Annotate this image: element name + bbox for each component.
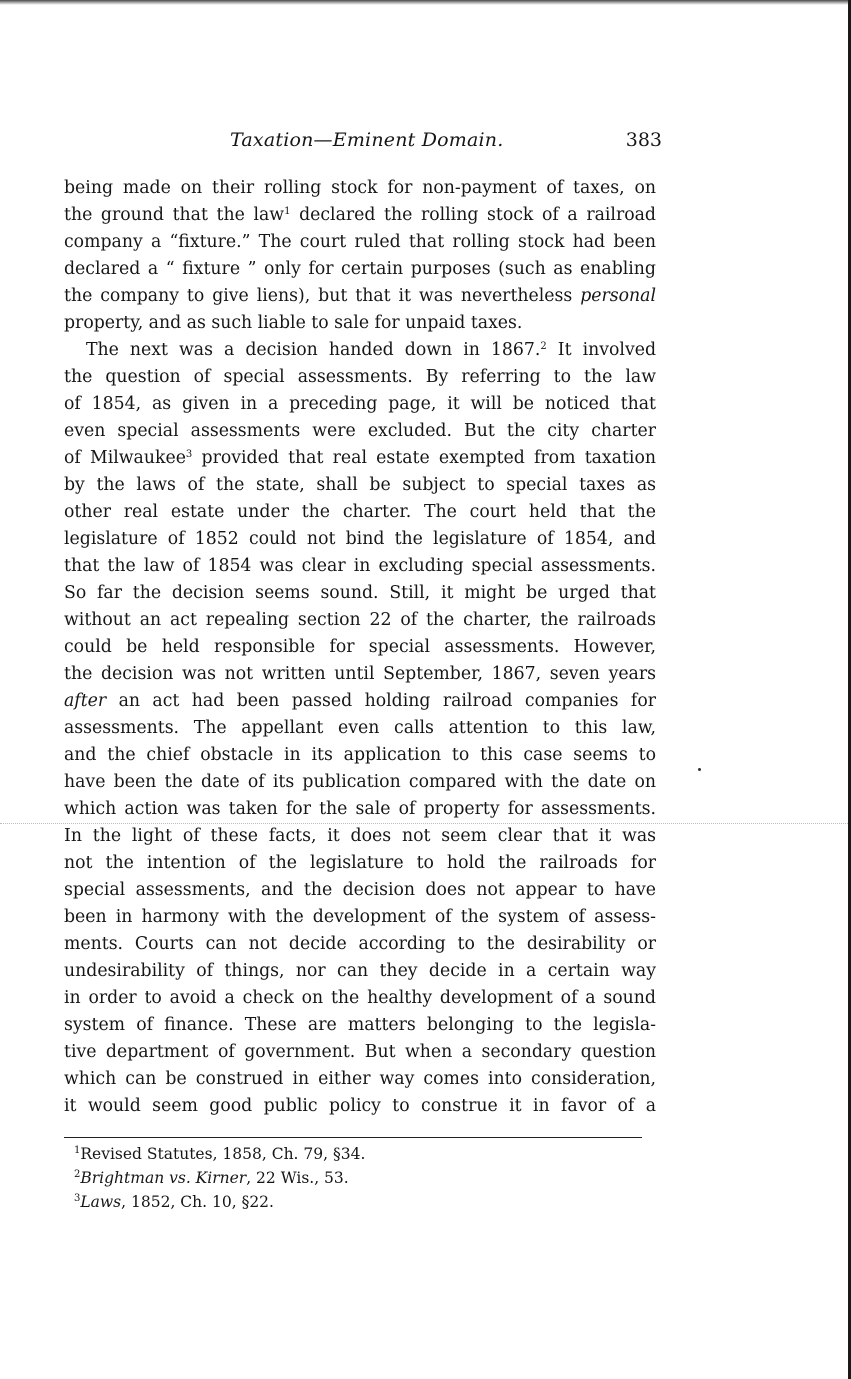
case-name: Brightman vs. Kirner xyxy=(80,1169,247,1187)
running-head xyxy=(64,129,662,157)
text-line: So far the decision seems sound. Still, it might be urged that xyxy=(64,583,656,603)
text-line: the ground that the law$^1$ declared the rolling stock of a railroad xyxy=(64,205,656,225)
text-line: ments. Courts can not decide according to the desirability or xyxy=(64,934,656,954)
footnote-text: , 1852, Ch. 10, §22. xyxy=(121,1193,274,1211)
text-line: been in harmony with the development of the system of assess- xyxy=(64,907,656,927)
text-line: which action was taken for the sale of property for assessments. xyxy=(64,799,656,819)
text-line: by the laws of the state, shall be subject to special taxes as xyxy=(64,475,656,495)
footnotes xyxy=(74,1142,634,1214)
text-line: property, and as such liable to sale for unpaid taxes. xyxy=(64,313,523,333)
stray-ink-dot xyxy=(698,768,701,771)
running-title: Taxation—Eminent Domain. xyxy=(230,129,504,151)
text-line: legislature of 1852 could not bind the legislature of 1854, and xyxy=(64,529,656,549)
text-line: have been the date of its publication compared with the date on xyxy=(64,772,656,792)
text-line: without an act repealing section 22 of the charter, the railroads xyxy=(64,610,656,630)
text-line: the question of special assessments. By referring to the law xyxy=(64,367,656,387)
footnote-text: , 22 Wis., 53. xyxy=(246,1169,349,1187)
text-line: which can be construed in either way comes into consideration, xyxy=(64,1069,656,1089)
emphasis: after xyxy=(64,691,107,711)
text-line: other real estate under the charter. The court held that the xyxy=(64,502,656,522)
text-line: company a “fixture.” The court ruled that rolling stock had been xyxy=(64,232,656,252)
text-line: could be held responsible for special assessments. However, xyxy=(64,637,656,657)
text-line: even special assessments were excluded. But the city charter xyxy=(64,421,656,441)
text-line: system of finance. These are matters belonging to the legisla- xyxy=(64,1015,656,1035)
text-line: in order to avoid a check on the healthy development of a sound xyxy=(64,988,656,1008)
scan-edge-top xyxy=(0,0,851,5)
footnote-text: Revised Statutes, 1858, Ch. 79, §34. xyxy=(80,1145,366,1163)
text-line: undesirability of things, nor can they decide in a certain way xyxy=(64,961,656,981)
text-line: assessments. The appellant even calls attention to this law, xyxy=(64,718,656,738)
text-line: the company to give liens), but that it was nevertheless personal xyxy=(64,286,656,306)
text-line: of 1854, as given in a preceding page, it will be noticed that xyxy=(64,394,656,414)
page-number: 383 xyxy=(625,129,662,151)
footnote xyxy=(74,1166,634,1190)
emphasis: personal xyxy=(580,286,656,306)
text-line: being made on their rolling stock for non-payment of taxes, on xyxy=(64,178,656,198)
text-line: it would seem good public policy to construe it in favor of a xyxy=(64,1096,656,1116)
footnote-rule xyxy=(64,1137,642,1138)
footnote-ref: 3 xyxy=(185,449,193,460)
footnote-ref: 2 xyxy=(540,341,547,352)
text-line: tive department of government. But when a secondary question xyxy=(64,1042,656,1062)
footnote-mark: 2 xyxy=(74,1169,81,1180)
text-line: of Milwaukee$^3$ provided that real estate exempted from taxation xyxy=(64,448,656,468)
text-line: The next was a decision handed down in 1867.$^2$ It involved xyxy=(86,340,657,360)
text-line: declared a “ fixture ” only for certain purposes (such as enabling xyxy=(64,259,656,279)
text-line: that the law of 1854 was clear in excluding special assessments. xyxy=(64,556,656,576)
footnote xyxy=(74,1142,634,1166)
text-line: after an act had been passed holding railroad companies for xyxy=(64,691,656,711)
text-line: and the chief obstacle in its application to this case seems to xyxy=(64,745,656,765)
text-line: not the intention of the legislature to hold the railroads for xyxy=(64,853,656,873)
text-line: the decision was not written until September, 1867, seven years xyxy=(64,664,656,684)
footnote-ref: 1 xyxy=(284,206,291,217)
source-name: Laws xyxy=(80,1193,122,1211)
text-line: In the light of these facts, it does not seem clear that it was xyxy=(64,826,656,846)
text-line: special assessments, and the decision does not appear to have xyxy=(64,880,656,900)
footnote-mark: 1 xyxy=(74,1145,81,1156)
footnote-mark: 3 xyxy=(74,1193,81,1204)
footnote xyxy=(74,1190,634,1214)
body-text xyxy=(64,175,656,1120)
